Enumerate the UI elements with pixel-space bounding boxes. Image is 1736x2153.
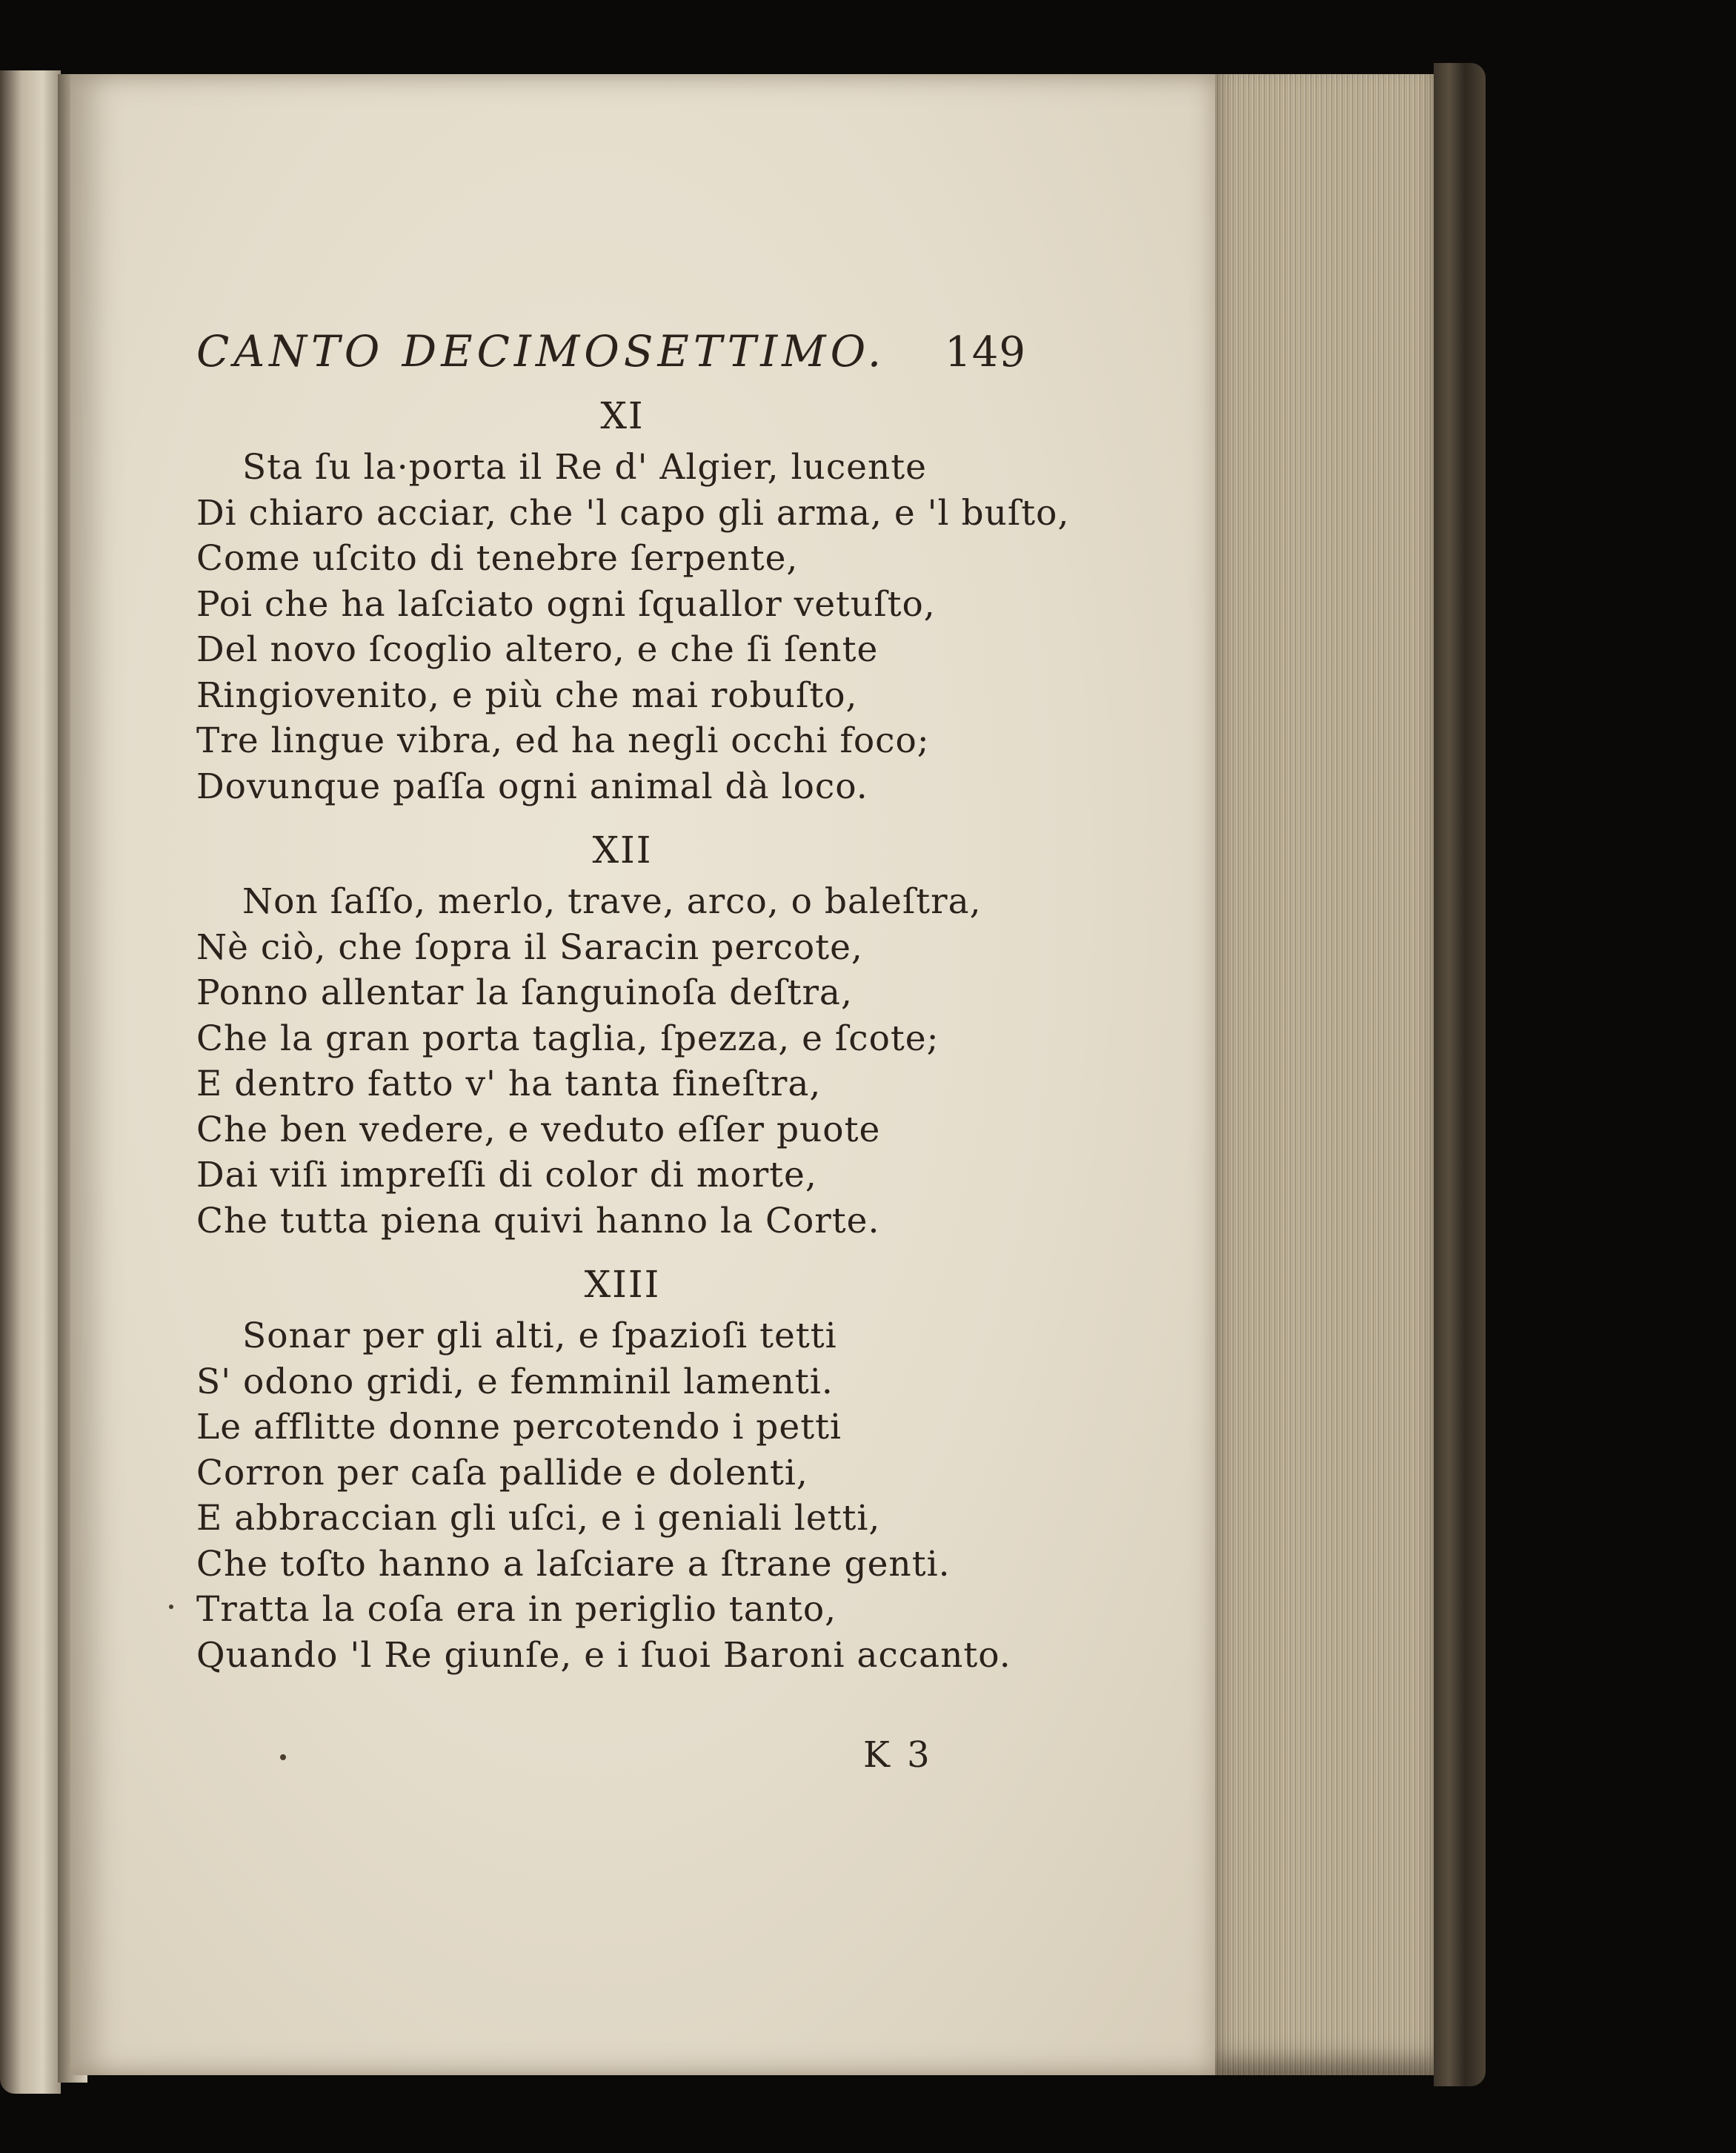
verse-line: Che la gran porta taglia, ſpezza, e ſcote; [196,1018,939,1059]
book-cover-edge [1434,63,1486,2086]
verse-line: Ringiovenito, e più che mai robuſto, [196,674,858,716]
verse-line: Poi che ha laſciato ogni ſquallor vetuſto, [196,583,936,625]
facing-page-edge [0,70,61,2094]
verse-line: Dovunque paſſa ogni animal dà loco. [196,766,868,807]
signature-mark: K 3 [863,1734,933,1776]
verse-line: Che toſto hanno a laſciare a ſtrane genti. [196,1543,951,1585]
stanza [196,1255,1026,1678]
verse-line: Del novo ſcoglio altero, e che ſi ſente [196,629,879,670]
stanza [196,387,1070,809]
verse-line: Tre lingue vibra, ed ha negli occhi foco; [196,720,930,761]
verse-line: Nè ciò, che ſopra il Saracin percote, [196,926,863,968]
verse-line: E dentro fatto v' ha tanta fineſtra, [196,1064,822,1104]
running-head-title: CANTO DECIMOSETTIMO. [196,326,886,376]
verse-line: Non ſaſſo, merlo, trave, arco, o baleſtra, [242,881,982,922]
verse-line: Tratta la coſa era in periglio tanto, [196,1589,837,1630]
page-text [196,326,1070,1678]
stanza-number: XII [592,829,653,872]
verse-line: Come uſcito di tenebre ſerpente, [196,538,799,579]
verse-line: Che tutta piena quivi hanno la Corte. [196,1200,880,1241]
stanza-number: XIII [584,1263,661,1306]
verse-line: S' odono gridi, e femminil lamenti. [196,1361,834,1402]
stanza-number: XI [600,394,645,437]
verse-line: Corron per caſa pallide e dolenti, [196,1452,808,1493]
verse-line: Le afflitte donne percotendo i petti [196,1407,842,1447]
ink-speck [280,1754,286,1760]
verse-line: Sta ſu la·porta il Re d' Algier, lucente [242,447,927,488]
ink-speck [169,1605,173,1609]
verse-line: Ponno allentar la ſanguinoſa deſtra, [196,972,853,1013]
verse-line: Che ben vedere, e veduto eſſer puote [196,1109,881,1150]
verse-line: Quando 'l Re giunſe, e i ſuoi Baroni accanto. [196,1634,1011,1676]
stanza [196,821,1026,1244]
verse-line: Di chiaro acciar, che 'l capo gli arma, e 'l buſto, [196,492,1070,534]
running-head [196,326,1026,385]
verse-line: Dai viſi impreſſi di color di morte, [196,1155,817,1195]
page-number: 149 [945,328,1026,376]
page-fore-edge [1215,74,1437,2075]
verse-line: E abbraccian gli uſci, e i geniali letti, [196,1498,881,1539]
verse-line: Sonar per gli alti, e ſpazioſi tetti [242,1316,837,1356]
